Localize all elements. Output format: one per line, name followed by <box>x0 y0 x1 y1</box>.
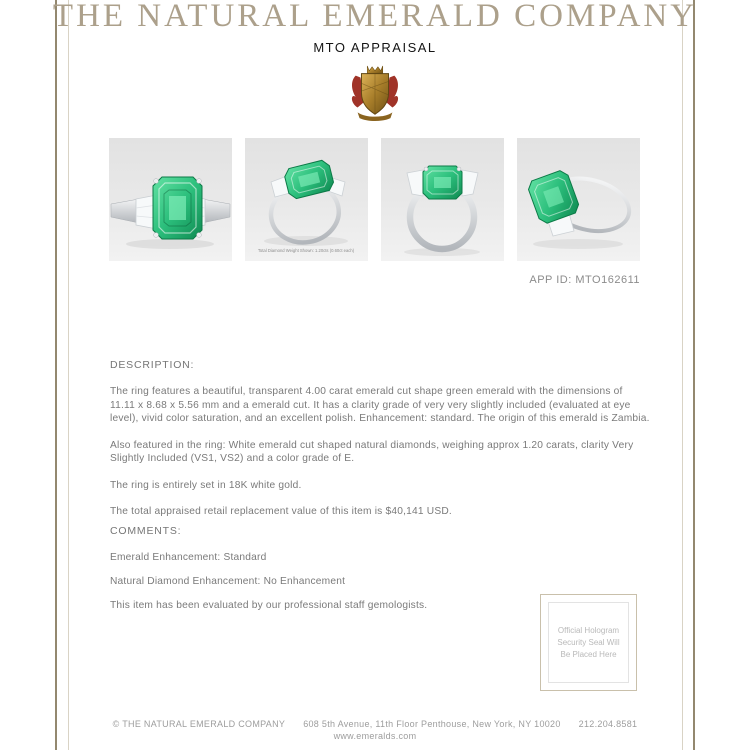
description-paragraph: The total appraised retail replacement value of this item is $40,141 USD. <box>110 506 452 517</box>
ring-photo-strip <box>109 138 640 261</box>
footer-website: www.emeralds.com <box>333 731 417 741</box>
hologram-line: Official Hologram <box>557 625 620 635</box>
ring-front-upright-image <box>381 138 504 261</box>
photo-caption-total-diamond-weight: Total Diamond Weight Shown: 1.20cts (0.60ct each) <box>257 248 355 253</box>
hologram-seal-box <box>540 594 637 691</box>
hologram-seal-inner <box>548 602 629 683</box>
app-id-label: APP ID: <box>529 274 572 286</box>
footer-line1 <box>0 719 750 729</box>
ring-photo-front-closeup <box>109 138 232 261</box>
footer-address: 608 5th Avenue, 11th Floor Penthouse, New York, NY 10020 <box>303 719 561 729</box>
app-id-value: MTO162611 <box>575 274 640 286</box>
company-crest-logo <box>0 62 750 124</box>
ring-photo-side-profile <box>517 138 640 261</box>
document-subtitle: MTO APPRAISAL <box>313 40 437 55</box>
description-paragraph: Also featured in the ring: White emerald cut shaped natural diamonds, weighing approx 1.20 carats, clarity Very Slightly Included (VS1, VS2) and a color grade of E. <box>110 439 634 464</box>
comments-heading: COMMENTS: <box>110 525 182 537</box>
ring-side-profile-image <box>517 138 640 261</box>
description-heading: DESCRIPTION: <box>110 359 195 371</box>
crest-icon <box>346 62 404 124</box>
comment-item: Emerald Enhancement: Standard <box>110 552 267 563</box>
comment-item: This item has been evaluated by our professional staff gemologists. <box>110 600 428 611</box>
app-id <box>529 274 640 286</box>
description-paragraph: The ring features a beautiful, transparent 4.00 carat emerald cut shape green emerald with the dimensions of 11.11 x 8.68 x 5.56 mm and a emerald cut. It has a clarity grade of very very slightly included (evaluated at eye level), vivid color saturation, and an excellent polish. Enhancement: standard. The origin of this emerald is Zambia. <box>110 386 650 424</box>
comment-item: Natural Diamond Enhancement: No Enhancement <box>110 576 346 587</box>
footer-phone: 212.204.8581 <box>578 719 638 729</box>
footer-company: © THE NATURAL EMERALD COMPANY <box>112 719 286 729</box>
ring-front-closeup-image <box>109 138 232 261</box>
ring-photo-front-upright <box>381 138 504 261</box>
hologram-line: Security Seal Will <box>557 637 620 647</box>
company-title: THE NATURAL EMERALD COMPANY <box>52 0 698 34</box>
document-footer <box>0 719 750 741</box>
description-section <box>110 359 650 532</box>
ring-angled-view-image <box>245 138 368 261</box>
description-paragraph: The ring is entirely set in 18K white gold. <box>110 479 302 491</box>
hologram-line: Be Placed Here <box>560 649 617 659</box>
ring-photo-angled-view <box>245 138 368 261</box>
